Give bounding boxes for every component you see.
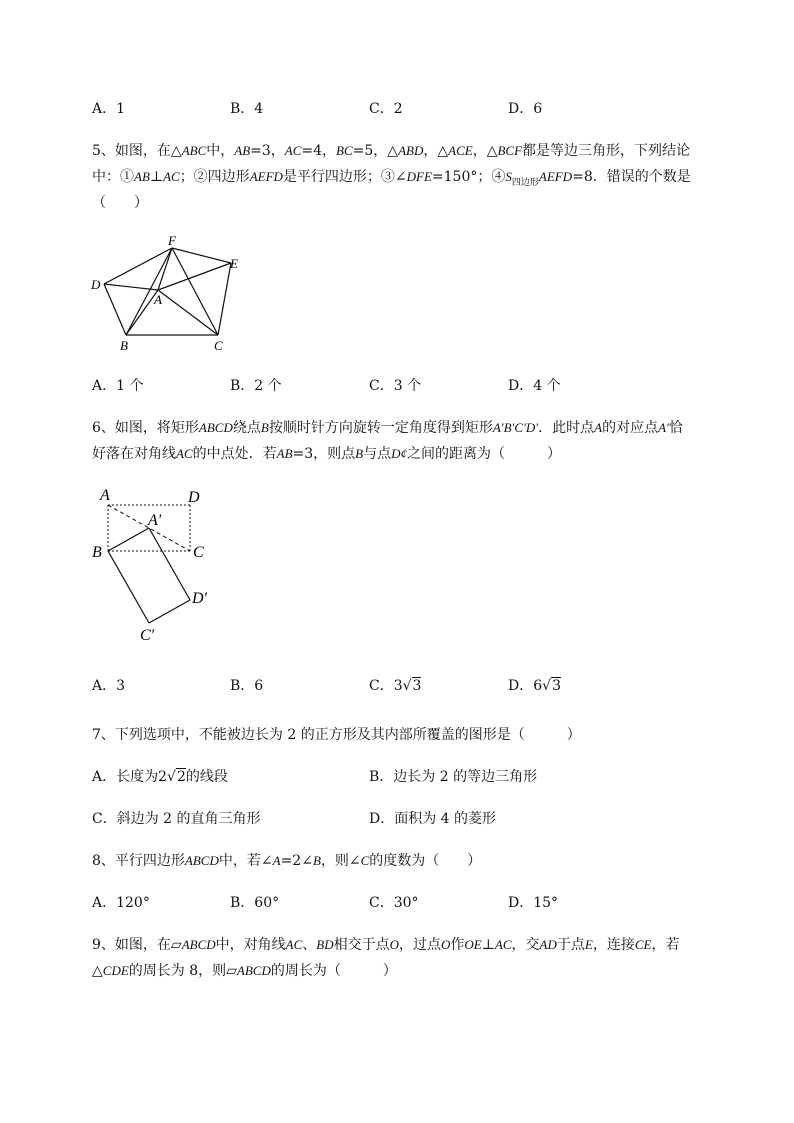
q6-label-Ap: A′ bbox=[148, 512, 162, 529]
q6-option-d[interactable]: D．6√3 bbox=[508, 678, 561, 694]
sqrt-symbol: √2 bbox=[167, 769, 186, 785]
q5-label-E: E bbox=[230, 256, 238, 271]
q5-line-3: （ ） bbox=[92, 195, 148, 211]
q4-option-c[interactable]: C．2 bbox=[369, 101, 403, 117]
q7-option-c[interactable]: C．斜边为 2 的直角三角形 bbox=[92, 811, 261, 827]
q8-option-d[interactable]: D．15° bbox=[508, 895, 559, 911]
q5-option-a[interactable]: A．1 个 bbox=[92, 378, 144, 394]
q6-label-C: C bbox=[193, 544, 204, 561]
q6-line-2: 好落在对角线AC的中点处．若AB=3，则点B与点D¢之间的距离为（ ） bbox=[92, 446, 561, 462]
q5-label-F: F bbox=[168, 233, 176, 248]
q8-option-c[interactable]: C．30° bbox=[369, 895, 419, 911]
q6-line-1: 6、如图，将矩形ABCD绕点B按顺时针方向旋转一定角度得到矩形A′B′C′D′．此时点A的对应点A′恰 bbox=[92, 420, 683, 436]
q4-option-a[interactable]: A．1 bbox=[92, 101, 126, 117]
sqrt-symbol: √3 bbox=[402, 678, 422, 694]
q5-option-b[interactable]: B．2 个 bbox=[230, 378, 282, 394]
q6-seg-CpB bbox=[108, 551, 149, 623]
q5-option-d[interactable]: D．4 个 bbox=[508, 378, 561, 394]
q5-seg-CE bbox=[218, 263, 231, 335]
q6-option-c[interactable]: C．3√3 bbox=[369, 678, 422, 694]
q5-seg-DB bbox=[104, 284, 126, 335]
q5-label-D: D bbox=[91, 277, 101, 292]
q6-seg-BAp bbox=[108, 528, 149, 551]
q5-option-c[interactable]: C．3 个 bbox=[369, 378, 422, 394]
q6-label-A: A bbox=[100, 487, 110, 504]
q8-option-b[interactable]: B．60° bbox=[230, 895, 280, 911]
q7-option-a[interactable]: A．长度为2√2的线段 bbox=[92, 769, 228, 785]
q9-line-2: △CDE的周长为 8，则▱ABCD的周长为（ ） bbox=[92, 963, 397, 979]
q5-seg-BF bbox=[126, 248, 172, 335]
q6-option-a[interactable]: A．3 bbox=[92, 678, 126, 694]
q4-option-d[interactable]: D．6 bbox=[508, 101, 543, 117]
q5-label-A: A bbox=[154, 292, 162, 307]
q5-seg-EF bbox=[172, 248, 231, 263]
q5-seg-AE bbox=[158, 263, 231, 290]
q5-line-1: 5、如图，在△ABC中，AB=3，AC=4，BC=5，△ABD，△ACE，△BCF都是等边三角形，下列结论 bbox=[92, 143, 691, 159]
q7-option-d[interactable]: D．面积为 4 的菱形 bbox=[369, 811, 497, 827]
q6-figure bbox=[88, 483, 228, 648]
q6-seg-DpCp bbox=[149, 600, 190, 623]
q8-stem: 8、平行四边形ABCD中，若∠A=2∠B，则∠C的度数为（ ） bbox=[92, 853, 482, 869]
q5-seg-AC bbox=[158, 290, 218, 335]
q5-label-C: C bbox=[214, 338, 223, 353]
q6-option-b[interactable]: B．6 bbox=[230, 678, 264, 694]
q5-figure bbox=[88, 232, 258, 357]
q5-line-2: 中：①AB⊥AC；②四边形AEFD是平行四边形；③∠DFE=150°；$④S_{四边形}AEFD=8$．错误的个数是 bbox=[92, 169, 691, 188]
q6-label-D: D bbox=[188, 489, 200, 506]
q6-seg-ApDp bbox=[149, 528, 190, 600]
q6-label-Dp: D′ bbox=[192, 590, 208, 607]
q8-option-a[interactable]: A．120° bbox=[92, 895, 150, 911]
q4-option-b[interactable]: B．4 bbox=[230, 101, 264, 117]
q9-line-1: 9、如图，在▱ABCD中，对角线AC、BD相交于点O，过点O作OE⊥AC，交AD于点E，连接CE，若 bbox=[92, 937, 680, 953]
sqrt-symbol: √3 bbox=[542, 678, 561, 694]
q5-seg-FC bbox=[172, 248, 218, 335]
q6-label-B: B bbox=[92, 544, 102, 561]
q7-stem: 7、下列选项中，不能被边长为 2 的正方形及其内部所覆盖的图形是（ ） bbox=[92, 727, 581, 743]
q7-option-b[interactable]: B．边长为 2 的等边三角形 bbox=[369, 769, 538, 785]
q5-label-B: B bbox=[120, 338, 128, 353]
q6-label-Cp: C′ bbox=[140, 627, 155, 644]
